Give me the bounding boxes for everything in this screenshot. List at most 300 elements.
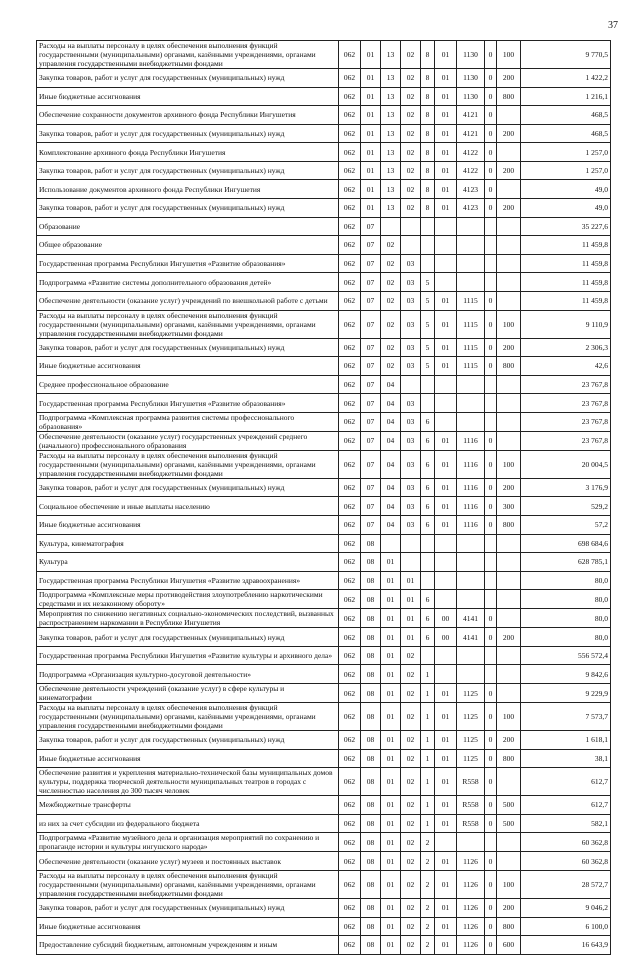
subsection-code: 02: [381, 236, 401, 255]
ministry-code: 062: [339, 124, 361, 143]
section-code: 08: [361, 571, 381, 590]
ministry-code: 062: [339, 852, 361, 871]
section-code: 07: [361, 497, 381, 516]
direction-code: [457, 412, 485, 431]
activity-code: 01: [435, 814, 457, 833]
subprogram-code: [421, 236, 435, 255]
row-name: Закупка товаров, работ и услуг для государственных (муниципальных) нужд: [37, 124, 339, 143]
subsection-code: 13: [381, 106, 401, 125]
row-name: Иные бюджетные ассигнования: [37, 87, 339, 106]
subprogram-code: [421, 394, 435, 413]
section-code: 08: [361, 665, 381, 684]
subprogram-code: 6: [421, 412, 435, 431]
subprogram-code: [421, 534, 435, 553]
subsection-code: 01: [381, 571, 401, 590]
subprogram-code: 2: [421, 936, 435, 955]
expense-type-code: [497, 534, 521, 553]
ministry-code: 062: [339, 431, 361, 450]
expense-type-code: [497, 236, 521, 255]
row-name: Подпрограмма «Комплексная программа развития системы профессионального образования»: [37, 412, 339, 431]
section-code: 08: [361, 917, 381, 936]
section-code: 07: [361, 236, 381, 255]
subprogram-code: 6: [421, 609, 435, 628]
zero-code: 0: [485, 143, 497, 162]
ministry-code: 062: [339, 870, 361, 898]
section-code: 08: [361, 684, 381, 703]
row-name: Закупка товаров, работ и услуг для государственных (муниципальных) нужд: [37, 628, 339, 647]
subsection-code: 02: [381, 357, 401, 376]
program-code: 03: [401, 338, 421, 357]
zero-code: 0: [485, 450, 497, 478]
subprogram-code: 5: [421, 273, 435, 292]
program-code: 02: [401, 161, 421, 180]
section-code: 01: [361, 143, 381, 162]
row-name: Предоставление субсидий бюджетным, автономным учреждениям и иным: [37, 936, 339, 955]
subsection-code: 02: [381, 254, 401, 273]
row-name: Среднее профессиональное образование: [37, 375, 339, 394]
direction-code: [457, 254, 485, 273]
page-number: 37: [608, 20, 618, 31]
zero-code: 0: [485, 497, 497, 516]
subsection-code: 04: [381, 412, 401, 431]
amount: 20 004,5: [521, 450, 611, 478]
section-code: 08: [361, 534, 381, 553]
ministry-code: 062: [339, 106, 361, 125]
program-code: 01: [401, 628, 421, 647]
subprogram-code: [421, 254, 435, 273]
subsection-code: 01: [381, 833, 401, 852]
row-name: Подпрограмма «Развитие системы дополнительного образования детей»: [37, 273, 339, 292]
direction-code: [457, 273, 485, 292]
row-name: Образование: [37, 217, 339, 236]
expense-type-code: 200: [497, 161, 521, 180]
row-name: Иные бюджетные ассигнования: [37, 357, 339, 376]
section-code: 07: [361, 291, 381, 310]
ministry-code: 062: [339, 199, 361, 218]
direction-code: 1130: [457, 41, 485, 69]
row-name: Государственная программа Республики Ингушетия «Развитие культуры и архивного дела»: [37, 646, 339, 665]
direction-code: [457, 833, 485, 852]
table-row: [37, 357, 611, 376]
ministry-code: 062: [339, 180, 361, 199]
subsection-code: 01: [381, 796, 401, 815]
subsection-code: 01: [381, 898, 401, 917]
activity-code: [435, 534, 457, 553]
program-code: 02: [401, 852, 421, 871]
expense-type-code: [497, 553, 521, 572]
amount: 11 459,8: [521, 236, 611, 255]
zero-code: 0: [485, 310, 497, 338]
subsection-code: [381, 217, 401, 236]
table-row: [37, 796, 611, 815]
expense-type-code: 100: [497, 41, 521, 69]
table-row: [37, 124, 611, 143]
direction-code: 1126: [457, 917, 485, 936]
expense-type-code: [497, 852, 521, 871]
ministry-code: 062: [339, 590, 361, 609]
subprogram-code: 5: [421, 338, 435, 357]
amount: 23 767,8: [521, 412, 611, 431]
table-row: [37, 497, 611, 516]
subsection-code: 13: [381, 143, 401, 162]
activity-code: 00: [435, 628, 457, 647]
activity-code: 01: [435, 796, 457, 815]
table-row: [37, 180, 611, 199]
amount: 42,6: [521, 357, 611, 376]
section-code: 01: [361, 161, 381, 180]
direction-code: 1126: [457, 898, 485, 917]
direction-code: [457, 553, 485, 572]
program-code: 02: [401, 749, 421, 768]
amount: 1 257,0: [521, 161, 611, 180]
expense-type-code: 300: [497, 497, 521, 516]
subsection-code: 04: [381, 431, 401, 450]
zero-code: [485, 236, 497, 255]
zero-code: [485, 375, 497, 394]
ministry-code: 062: [339, 394, 361, 413]
subsection-code: 02: [381, 338, 401, 357]
zero-code: 0: [485, 124, 497, 143]
ministry-code: 062: [339, 534, 361, 553]
row-name: Закупка товаров, работ и услуг для государственных (муниципальных) нужд: [37, 338, 339, 357]
section-code: 07: [361, 431, 381, 450]
zero-code: 0: [485, 609, 497, 628]
subprogram-code: 2: [421, 917, 435, 936]
ministry-code: 062: [339, 497, 361, 516]
direction-code: 1116: [457, 497, 485, 516]
section-code: 08: [361, 814, 381, 833]
direction-code: 4141: [457, 628, 485, 647]
subprogram-code: 5: [421, 291, 435, 310]
row-name: Расходы на выплаты персоналу в целях обеспечения выполнения функций государственными (муниципальными) органами, казёнными учреждениями, органами управления государственными внебюджетными фондами: [37, 310, 339, 338]
direction-code: [457, 590, 485, 609]
section-code: 01: [361, 199, 381, 218]
subsection-code: 01: [381, 684, 401, 703]
expense-type-code: [497, 609, 521, 628]
ministry-code: 062: [339, 814, 361, 833]
activity-code: 01: [435, 87, 457, 106]
direction-code: 1125: [457, 703, 485, 731]
table-row: [37, 143, 611, 162]
ministry-code: 062: [339, 338, 361, 357]
subprogram-code: 1: [421, 796, 435, 815]
amount: 60 362,8: [521, 833, 611, 852]
ministry-code: 062: [339, 796, 361, 815]
subprogram-code: 6: [421, 450, 435, 478]
amount: 80,0: [521, 609, 611, 628]
program-code: 02: [401, 917, 421, 936]
table-row: [37, 515, 611, 534]
section-code: 01: [361, 106, 381, 125]
zero-code: 0: [485, 69, 497, 88]
subsection-code: 02: [381, 310, 401, 338]
section-code: 08: [361, 609, 381, 628]
ministry-code: 062: [339, 357, 361, 376]
table-row: [37, 646, 611, 665]
table-row: [37, 236, 611, 255]
table-row: [37, 161, 611, 180]
program-code: 02: [401, 936, 421, 955]
row-name: Общее образование: [37, 236, 339, 255]
expense-type-code: 200: [497, 199, 521, 218]
expense-type-code: 200: [497, 478, 521, 497]
zero-code: 0: [485, 684, 497, 703]
table-row: [37, 217, 611, 236]
activity-code: 01: [435, 310, 457, 338]
subsection-code: 02: [381, 291, 401, 310]
activity-code: 01: [435, 291, 457, 310]
section-code: 08: [361, 553, 381, 572]
subprogram-code: 2: [421, 870, 435, 898]
table-row: [37, 199, 611, 218]
direction-code: [457, 665, 485, 684]
zero-code: 0: [485, 814, 497, 833]
subsection-code: 01: [381, 917, 401, 936]
amount: 35 227,6: [521, 217, 611, 236]
expense-type-code: 600: [497, 936, 521, 955]
program-code: 03: [401, 450, 421, 478]
program-code: 01: [401, 590, 421, 609]
expense-type-code: [497, 665, 521, 684]
amount: 698 684,6: [521, 534, 611, 553]
section-code: 07: [361, 310, 381, 338]
zero-code: 0: [485, 291, 497, 310]
row-name: Подпрограмма «Организация культурно-досуговой деятельности»: [37, 665, 339, 684]
section-code: 08: [361, 898, 381, 917]
expense-type-code: 100: [497, 870, 521, 898]
table-row: [37, 609, 611, 628]
direction-code: 1130: [457, 69, 485, 88]
subsection-code: 01: [381, 609, 401, 628]
amount: 16 643,9: [521, 936, 611, 955]
amount: 28 572,7: [521, 870, 611, 898]
table-row: [37, 590, 611, 609]
program-code: 02: [401, 703, 421, 731]
amount: 9 110,9: [521, 310, 611, 338]
subprogram-code: 8: [421, 106, 435, 125]
direction-code: [457, 571, 485, 590]
subsection-code: 04: [381, 375, 401, 394]
expense-type-code: [497, 646, 521, 665]
amount: 9 770,5: [521, 41, 611, 69]
ministry-code: 062: [339, 217, 361, 236]
direction-code: 1115: [457, 357, 485, 376]
section-code: 01: [361, 180, 381, 199]
ministry-code: 062: [339, 450, 361, 478]
table-row: [37, 41, 611, 69]
direction-code: 1115: [457, 291, 485, 310]
activity-code: 01: [435, 703, 457, 731]
ministry-code: 062: [339, 69, 361, 88]
row-name: Государственная программа Республики Ингушетия «Развитие здравоохранения»: [37, 571, 339, 590]
ministry-code: 062: [339, 291, 361, 310]
row-name: Закупка товаров, работ и услуг для государственных (муниципальных) нужд: [37, 478, 339, 497]
zero-code: 0: [485, 41, 497, 69]
row-name: Комплектование архивного фонда Республики Ингушетия: [37, 143, 339, 162]
section-code: 08: [361, 852, 381, 871]
activity-code: 01: [435, 357, 457, 376]
subprogram-code: 2: [421, 898, 435, 917]
amount: 6 100,0: [521, 917, 611, 936]
expense-type-code: 800: [497, 87, 521, 106]
subsection-code: 13: [381, 87, 401, 106]
activity-code: 01: [435, 936, 457, 955]
amount: 529,2: [521, 497, 611, 516]
subprogram-code: 6: [421, 497, 435, 516]
expense-type-code: 800: [497, 357, 521, 376]
budget-table: [36, 40, 611, 955]
subprogram-code: 8: [421, 87, 435, 106]
ministry-code: 062: [339, 731, 361, 750]
zero-code: 0: [485, 898, 497, 917]
section-code: 01: [361, 124, 381, 143]
ministry-code: 062: [339, 310, 361, 338]
zero-code: [485, 412, 497, 431]
row-name: Использование документов архивного фонда Республики Ингушетия: [37, 180, 339, 199]
program-code: 02: [401, 796, 421, 815]
direction-code: 1116: [457, 478, 485, 497]
subprogram-code: 6: [421, 431, 435, 450]
program-code: 03: [401, 357, 421, 376]
row-name: Культура, кинематография: [37, 534, 339, 553]
zero-code: 0: [485, 161, 497, 180]
expense-type-code: [497, 291, 521, 310]
amount: 9 046,2: [521, 898, 611, 917]
table-row: [37, 106, 611, 125]
expense-type-code: 200: [497, 628, 521, 647]
activity-code: [435, 217, 457, 236]
amount: 612,7: [521, 768, 611, 796]
row-name: Государственная программа Республики Ингушетия «Развитие образования»: [37, 394, 339, 413]
program-code: 02: [401, 814, 421, 833]
program-code: [401, 375, 421, 394]
amount: 60 362,8: [521, 852, 611, 871]
subsection-code: 01: [381, 665, 401, 684]
expense-type-code: 200: [497, 338, 521, 357]
direction-code: R558: [457, 814, 485, 833]
subsection-code: 04: [381, 497, 401, 516]
subsection-code: 01: [381, 731, 401, 750]
section-code: 07: [361, 394, 381, 413]
row-name: Обеспечение деятельности (оказание услуг) учреждений по внешкольной работе с детьми: [37, 291, 339, 310]
zero-code: [485, 646, 497, 665]
expense-type-code: [497, 254, 521, 273]
section-code: 07: [361, 375, 381, 394]
direction-code: [457, 646, 485, 665]
zero-code: 0: [485, 749, 497, 768]
program-code: 02: [401, 199, 421, 218]
amount: 468,5: [521, 124, 611, 143]
row-name: из них за счет субсидии из федерального бюджета: [37, 814, 339, 833]
amount: 11 459,8: [521, 254, 611, 273]
direction-code: 1125: [457, 731, 485, 750]
ministry-code: 062: [339, 749, 361, 768]
table-row: [37, 412, 611, 431]
activity-code: 01: [435, 768, 457, 796]
subsection-code: 01: [381, 590, 401, 609]
subsection-code: 13: [381, 161, 401, 180]
subsection-code: 01: [381, 814, 401, 833]
program-code: [401, 553, 421, 572]
activity-code: [435, 833, 457, 852]
activity-code: 01: [435, 917, 457, 936]
direction-code: 4123: [457, 180, 485, 199]
activity-code: [435, 665, 457, 684]
row-name: Расходы на выплаты персоналу в целях обеспечения выполнения функций государственными (муниципальными) органами, казёнными учреждениями, органами управления государственными внебюджетными фондами: [37, 703, 339, 731]
table-row: [37, 394, 611, 413]
direction-code: 1125: [457, 749, 485, 768]
program-code: 02: [401, 898, 421, 917]
activity-code: [435, 571, 457, 590]
direction-code: 1126: [457, 936, 485, 955]
activity-code: 01: [435, 870, 457, 898]
program-code: 03: [401, 431, 421, 450]
direction-code: [457, 534, 485, 553]
subprogram-code: 1: [421, 749, 435, 768]
subsection-code: 13: [381, 199, 401, 218]
section-code: 08: [361, 796, 381, 815]
activity-code: 00: [435, 609, 457, 628]
activity-code: 01: [435, 431, 457, 450]
amount: 38,1: [521, 749, 611, 768]
activity-code: 01: [435, 450, 457, 478]
row-name: Обеспечение деятельности (оказание услуг) музеев и постоянных выставок: [37, 852, 339, 871]
ministry-code: 062: [339, 898, 361, 917]
section-code: 07: [361, 338, 381, 357]
ministry-code: 062: [339, 254, 361, 273]
subsection-code: 13: [381, 69, 401, 88]
program-code: 03: [401, 412, 421, 431]
row-name: Расходы на выплаты персоналу в целях обеспечения выполнения функций государственными (муниципальными) органами, казёнными учреждениями, органами управления государственными внебюджетными фондами: [37, 870, 339, 898]
amount: 582,1: [521, 814, 611, 833]
section-code: 01: [361, 87, 381, 106]
subsection-code: 01: [381, 553, 401, 572]
subsection-code: 01: [381, 703, 401, 731]
expense-type-code: 500: [497, 796, 521, 815]
program-code: 02: [401, 665, 421, 684]
direction-code: 1126: [457, 870, 485, 898]
zero-code: 0: [485, 180, 497, 199]
subprogram-code: 8: [421, 41, 435, 69]
subprogram-code: 8: [421, 69, 435, 88]
program-code: 02: [401, 833, 421, 852]
table-row: [37, 833, 611, 852]
program-code: 03: [401, 273, 421, 292]
ministry-code: 062: [339, 936, 361, 955]
section-code: 07: [361, 217, 381, 236]
program-code: 02: [401, 143, 421, 162]
ministry-code: 062: [339, 833, 361, 852]
zero-code: 0: [485, 478, 497, 497]
zero-code: 0: [485, 199, 497, 218]
zero-code: 0: [485, 731, 497, 750]
zero-code: 0: [485, 338, 497, 357]
zero-code: 0: [485, 87, 497, 106]
row-name: Обеспечение деятельности учреждений (оказание услуг) в сфере культуры и кинематографии: [37, 684, 339, 703]
subprogram-code: 5: [421, 357, 435, 376]
direction-code: 4122: [457, 143, 485, 162]
subprogram-code: 1: [421, 731, 435, 750]
zero-code: 0: [485, 768, 497, 796]
row-name: Культура: [37, 553, 339, 572]
program-code: 02: [401, 731, 421, 750]
table-row: [37, 749, 611, 768]
direction-code: [457, 375, 485, 394]
direction-code: R558: [457, 796, 485, 815]
direction-code: 1115: [457, 310, 485, 338]
subprogram-code: [421, 571, 435, 590]
subsection-code: [381, 534, 401, 553]
